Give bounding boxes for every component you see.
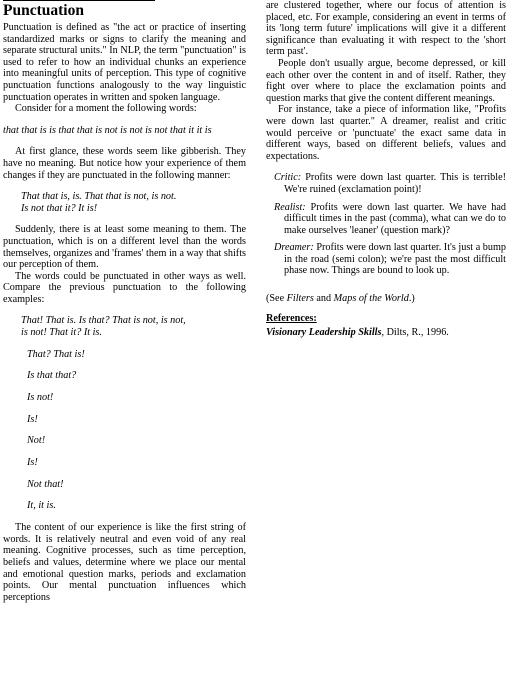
gibberish-paragraph: At first glance, these words seem like gibberish. They have no meaning. But notice how your experience of them changes if they are punctuated in the following manner:	[3, 146, 246, 181]
see-suffix: .)	[408, 293, 415, 305]
punctuated-quote-2	[21, 315, 246, 338]
dreamer-label: Dreamer:	[274, 242, 314, 254]
see-filters-link: Filters	[286, 293, 314, 305]
left-column	[3, 0, 246, 603]
quote-1-line-1: That that is, is. That that is not, is not.	[21, 191, 177, 203]
critic-entry	[274, 172, 506, 195]
sample-words: that that is is that that is not is not is not that it it is	[3, 124, 212, 136]
see-also	[266, 293, 506, 305]
definition-paragraph: Punctuation is defined as "the act or practice of inserting standardized marks or signs to clarify the meaning and separate structural units." In NLP, the term "punctuation" is used to refer to how an individual chunks an experience into meaningful units of perception. This type of cognitive punctuation functions analogously to the way linguistic punctuation operates in written and spoken language.	[3, 22, 246, 103]
realist-text: Profits were down last quarter. We have had difficult times in the past (comma), what can we do to make ourselves 'leaner' (question mark)?	[284, 201, 507, 236]
quote-2-line-2: is not! That it? It is.	[21, 327, 102, 339]
quote-1-line-2: Is not that it? It is!	[21, 202, 98, 214]
other-ways-paragraph: The words could be punctuated in other ways as well. Compare the previous punctuation to the following examples:	[3, 270, 246, 305]
list-item: Is that that?	[27, 370, 77, 382]
see-prefix: (See	[266, 293, 287, 305]
reference-details: , Dilts, R., 1996.	[381, 327, 449, 339]
list-item: Is!	[27, 457, 38, 469]
realist-entry	[274, 202, 506, 237]
quote-2-line-1: That! That is. Is that? That is not, is not,	[21, 315, 186, 327]
dreamer-text: Profits were down last quarter. It's just a bump in the road (semi colon); we're past the most difficult phase now. Things are bound to look up.	[284, 242, 506, 277]
list-item: Not that!	[27, 478, 64, 490]
list-item: Not!	[27, 435, 46, 447]
meaning-paragraph: Suddenly, there is at least some meaning to them. The punctuation, which is on a different level than the words themselves, organizes and 'frames' them in a way that shifts our perception of them.	[3, 224, 246, 271]
list-item: Is!	[27, 413, 38, 425]
list-item: Is not!	[27, 392, 54, 404]
perspectives	[274, 172, 506, 277]
clustered-paragraph: are clustered together, where our focus of attention is placed, etc. For example, considering an event in terms of its 'long term future' implications will give it a different significance than evaluating it with respect to the 'short term past'.	[266, 0, 506, 58]
references-heading: References:	[266, 312, 317, 324]
instance-paragraph: For instance, take a piece of information like, "Profits were down last quarter." A dreamer, realist and critic would perceive or 'punctuate' the exact same data in different ways, based on different beliefs, values and expectations.	[266, 104, 506, 162]
reference-title: Visionary Leadership Skills	[266, 327, 382, 339]
consider-paragraph: Consider for a moment the following words:	[15, 103, 197, 115]
critic-text: Profits were down last quarter. This is terrible! We're ruined (exclamation point)!	[284, 172, 507, 195]
dreamer-entry	[274, 242, 506, 277]
punctuated-quote-1	[21, 191, 246, 214]
see-maps-link: Maps of the World	[333, 293, 409, 305]
list-item: It, it is.	[27, 500, 56, 512]
page-title: Punctuation	[3, 2, 84, 19]
argue-paragraph: People don't usually argue, become depressed, or kill each other over the content in and of itself. Rather, they fight over where to place the exclamation points and question marks that give the content different meanings.	[266, 57, 506, 104]
critic-label: Critic:	[274, 172, 302, 184]
right-column	[266, 0, 506, 339]
content-paragraph: The content of our experience is like the first string of words. It is relatively neutral and even void of any real meaning. Cognitive processes, such as time perception, beliefs and values, determine where we place our mental and emotional question marks, periods and exclamation points. Our mental punctuation influences which perceptions	[3, 522, 246, 603]
punctuated-lines	[27, 349, 246, 512]
reference-entry	[266, 327, 506, 339]
realist-label: Realist:	[274, 201, 306, 213]
list-item: That? That is!	[27, 348, 85, 360]
see-and: and	[313, 293, 334, 305]
